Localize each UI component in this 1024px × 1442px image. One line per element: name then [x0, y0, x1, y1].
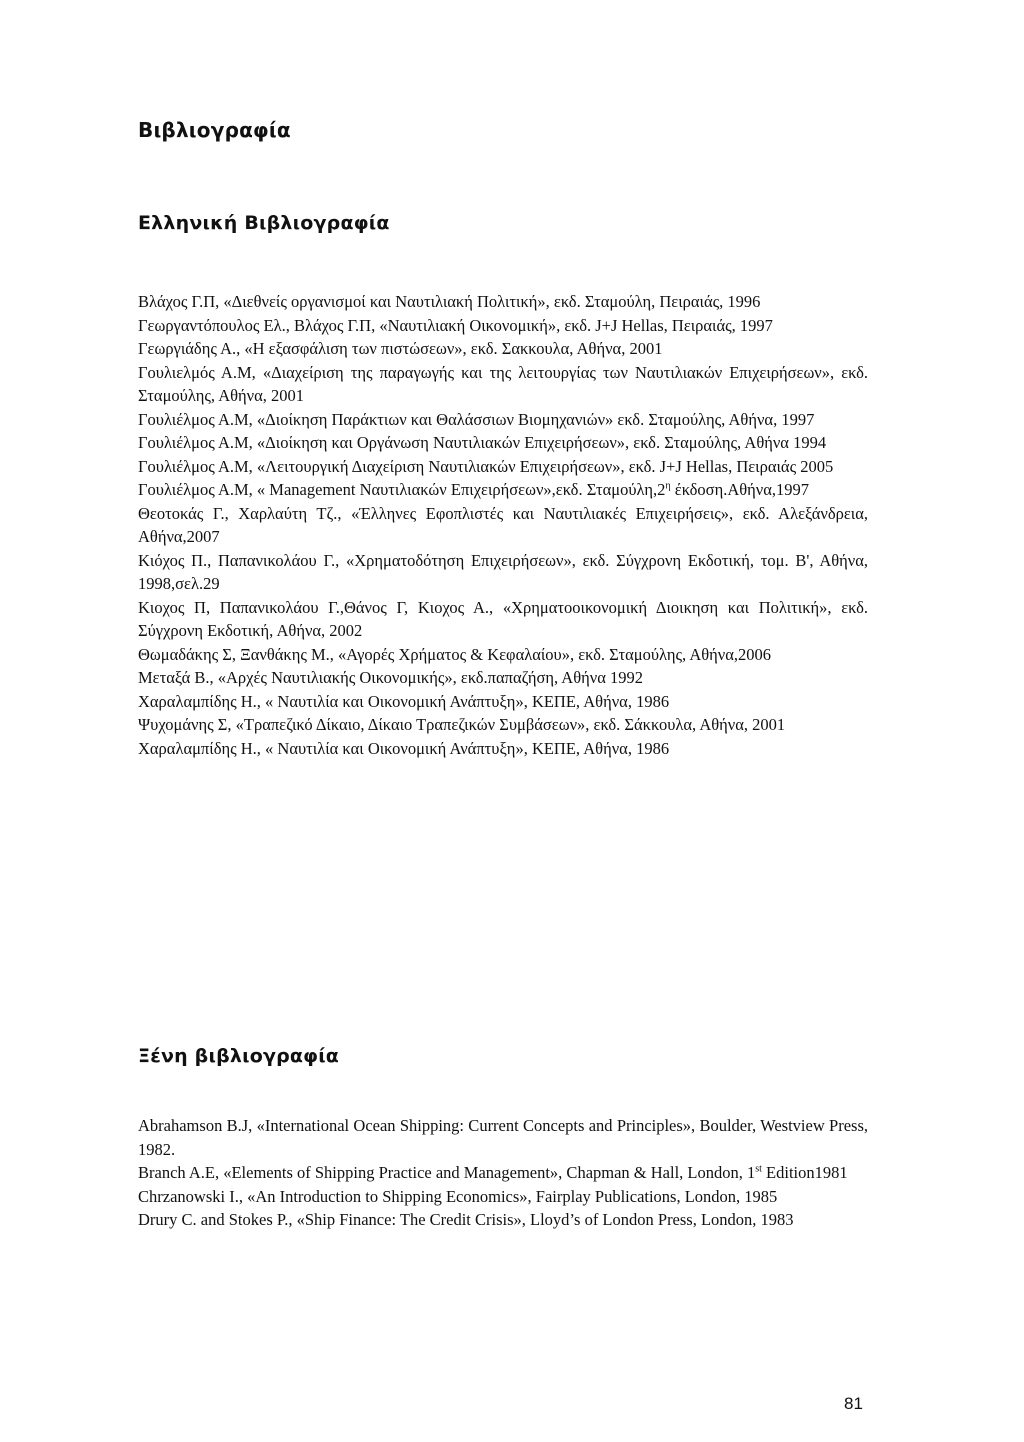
reference-entry: Μεταξά Β., «Αρχές Ναυτιλιακής Οικονομικής», εκδ.παπαζήση, Αθήνα 1992: [138, 668, 643, 687]
reference-entry: Drury C. and Stokes P., «Ship Finance: The Credit Crisis», Lloyd’s of London Press, London, 1983: [138, 1210, 794, 1229]
reference-entry: Χαραλαμπίδης Η., « Ναυτιλία και Οικονομική Ανάπτυξη», ΚΕΠΕ, Αθήνα, 1986: [138, 691, 670, 711]
foreign-bibliography-heading: Ξένη βιβλιογραφία: [138, 1045, 340, 1067]
reference-entry: [138, 1161, 868, 1185]
reference-entry: Θεοτοκάς Γ., Χαρλαύτη Τζ., «Έλληνες Εφοπλιστές και Ναυτιλιακές Επιχειρήσεις», εκδ. Αλεξάνδρεια, Αθήνα,2007: [138, 503, 868, 546]
greek-reference-list: [138, 290, 868, 760]
reference-entry: Chrzanowski I., «An Introduction to Shipping Economics», Fairplay Publications, London, 1985: [138, 1186, 778, 1206]
reference-entry: Κιόχος Π., Παπανικολάου Γ., «Χρηματοδότηση Επιχειρήσεων», εκδ. Σύγχρονη Εκδοτική, τομ. Β', Αθήνα, 1998,σελ.29: [138, 550, 868, 593]
reference-entry: Γεωργαντόπουλος Ελ., Βλάχος Γ.Π, «Ναυτιλιακή Οικονομική», εκδ. J+J Hellas, Πειραιάς, 1997: [138, 315, 773, 335]
reference-entry: Γουλιελμός Α.Μ, «Διαχείριση της παραγωγής και της λειτουργίας των Ναυτιλιακών Επιχειρήσεων», εκδ. Σταμούλης, Αθήνα, 2001: [138, 362, 868, 405]
reference-superscript: st: [755, 1163, 762, 1175]
reference-entry: Θωμαδάκης Σ, Ξανθάκης Μ., «Αγορές Χρήματος & Κεφαλαίου», εκδ. Σταμούλης, Αθήνα,2006: [138, 644, 772, 664]
greek-bibliography-heading: Ελληνική Βιβλιογραφία: [138, 212, 390, 234]
reference-entry: Ψυχομάνης Σ, «Τραπεζικό Δίκαιο, Δίκαιο Τραπεζικών Συμβάσεων», εκδ. Σάκκουλα, Αθήνα, 2001: [138, 715, 786, 734]
reference-entry: Χαραλαμπίδης Η., « Ναυτιλία και Οικονομική Ανάπτυξη», ΚΕΠΕ, Αθήνα, 1986: [138, 738, 670, 758]
reference-text: έκδοση.Αθήνα,1997: [670, 480, 809, 499]
reference-entry: Βλάχος Γ.Π, «Διεθνείς οργανισμοί και Ναυτιλιακή Πολιτική», εκδ. Σταμούλη, Πειραιάς, 1996: [138, 292, 761, 311]
page-number: 81: [844, 1394, 863, 1413]
reference-entry: Γουλιέλμος Α.Μ, «Διοίκηση και Οργάνωση Ναυτιλιακών Επιχειρήσεων», εκδ. Σταμούλης, Αθήνα 1994: [138, 433, 827, 452]
foreign-reference-list: [138, 1114, 868, 1232]
reference-text: Branch A.E, «Elements of Shipping Practice and Management», Chapman & Hall, London, 1: [138, 1163, 756, 1182]
reference-entry: Κιοχος Π, Παπανικολάου Γ.,Θάνος Γ, Κιοχος Α., «Χρηματοοικονομική Διοικηση και Πολιτική», εκδ. Σύγχρονη Εκδοτική, Αθήνα, 2002: [138, 597, 868, 640]
reference-superscript: η: [665, 480, 671, 492]
reference-entry: Abrahamson B.J, «International Ocean Shipping: Current Concepts and Principles», Boulder, Westview Press, 1982.: [138, 1116, 868, 1159]
reference-text: Γουλιέλμος Α.Μ, « Management Ναυτιλιακών Επιχειρήσεων»,εκδ. Σταμούλη,2: [138, 480, 666, 499]
reference-entry: Γουλιέλμος Α.Μ, «Διοίκηση Παράκτιων και Θαλάσσιων Βιομηχανιών» εκδ. Σταμούλης, Αθήνα, 1997: [138, 409, 815, 429]
reference-entry: Γεωργιάδης Α., «Η εξασφάλιση των πιστώσεων», εκδ. Σακκουλα, Αθήνα, 2001: [138, 339, 663, 358]
reference-entry: Γουλιέλμος Α.Μ, «Λειτουργική Διαχείριση Ναυτιλιακών Επιχειρήσεων», εκδ. J+J Hellas, Πειραιάς 2005: [138, 456, 834, 476]
reference-entry: [138, 478, 868, 502]
page-title: Βιβλιογραφία: [138, 118, 291, 142]
reference-text: Edition1981: [761, 1163, 848, 1182]
